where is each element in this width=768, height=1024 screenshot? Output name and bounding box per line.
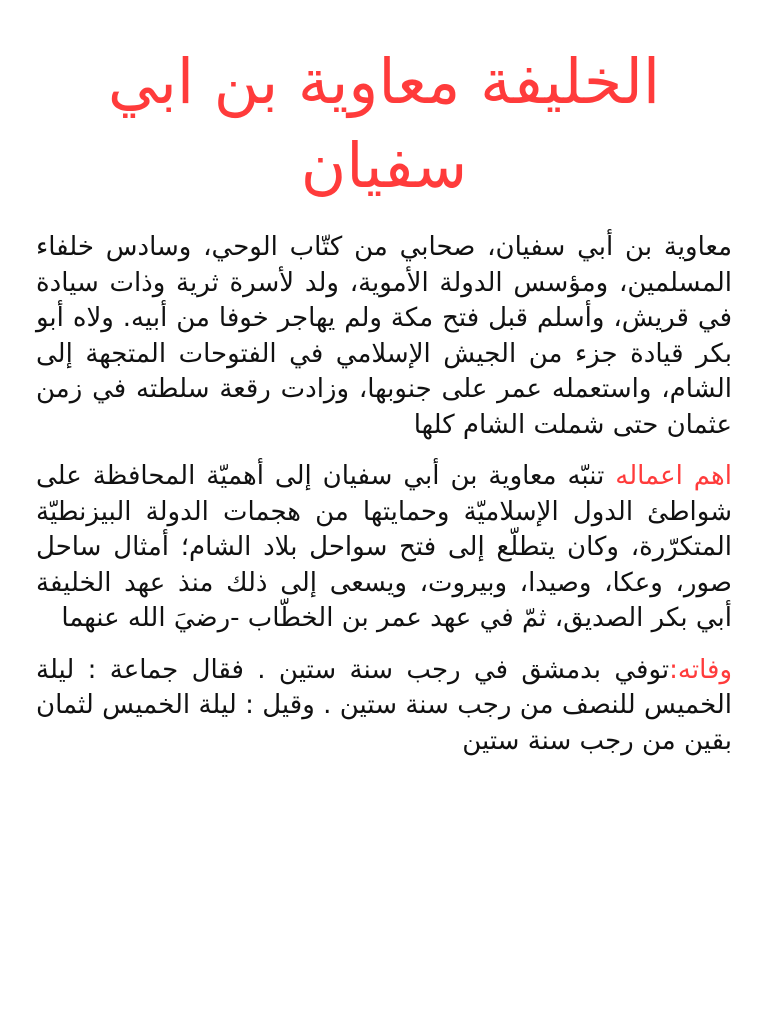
works-paragraph (36, 459, 732, 637)
death-paragraph (36, 653, 732, 760)
works-text: تنبّه معاوية بن أبي سفيان إلى أهميّة المحافظة على شواطئ الدول الإسلاميّة وحمايتها من هجمات الدولة البيزنطيّة المتكرّرة، وكان يتطلّع إلى فتح سواحل بلاد الشام؛ أمثال ساحل صور، وعكا، وصيدا، وبيروت، ويسعى إلى ذلك منذ عهد الخليفة أبي بكر الصديق، ثمّ في عهد عمر بن الخطّاب -رضيَ الله عنهما (36, 461, 732, 633)
works-label: اهم اعماله (615, 461, 732, 491)
page-title: الخليفة معاوية بن ابي سفيان (107, 45, 661, 202)
death-label: وفاته: (669, 654, 732, 685)
death-text: توفي بدمشق في رجب سنة ستين . فقال جماعة : ليلة الخميس للنصف من رجب سنة ستين . وقيل : ليلة الخميس لثمان بقين من رجب سنة ستين (36, 654, 732, 756)
intro-paragraph: معاوية بن أبي سفيان، صحابي من كتّاب الوحي، وسادس خلفاء المسلمين، ومؤسس الدولة الأموية، ولد لأسرة ثرية وذات سيادة في قريش، وأسلم قبل فتح مكة ولم يهاجر خوفا من أبيه. ولاه أبو بكر قيادة جزء من الجيش الإسلامي في الفتوحات المتجهة إلى الشام، واستعمله عمر على جنوبها، وزادت رقعة سلطته في زمن عثمان حتى شملت الشام كلها (36, 232, 732, 440)
